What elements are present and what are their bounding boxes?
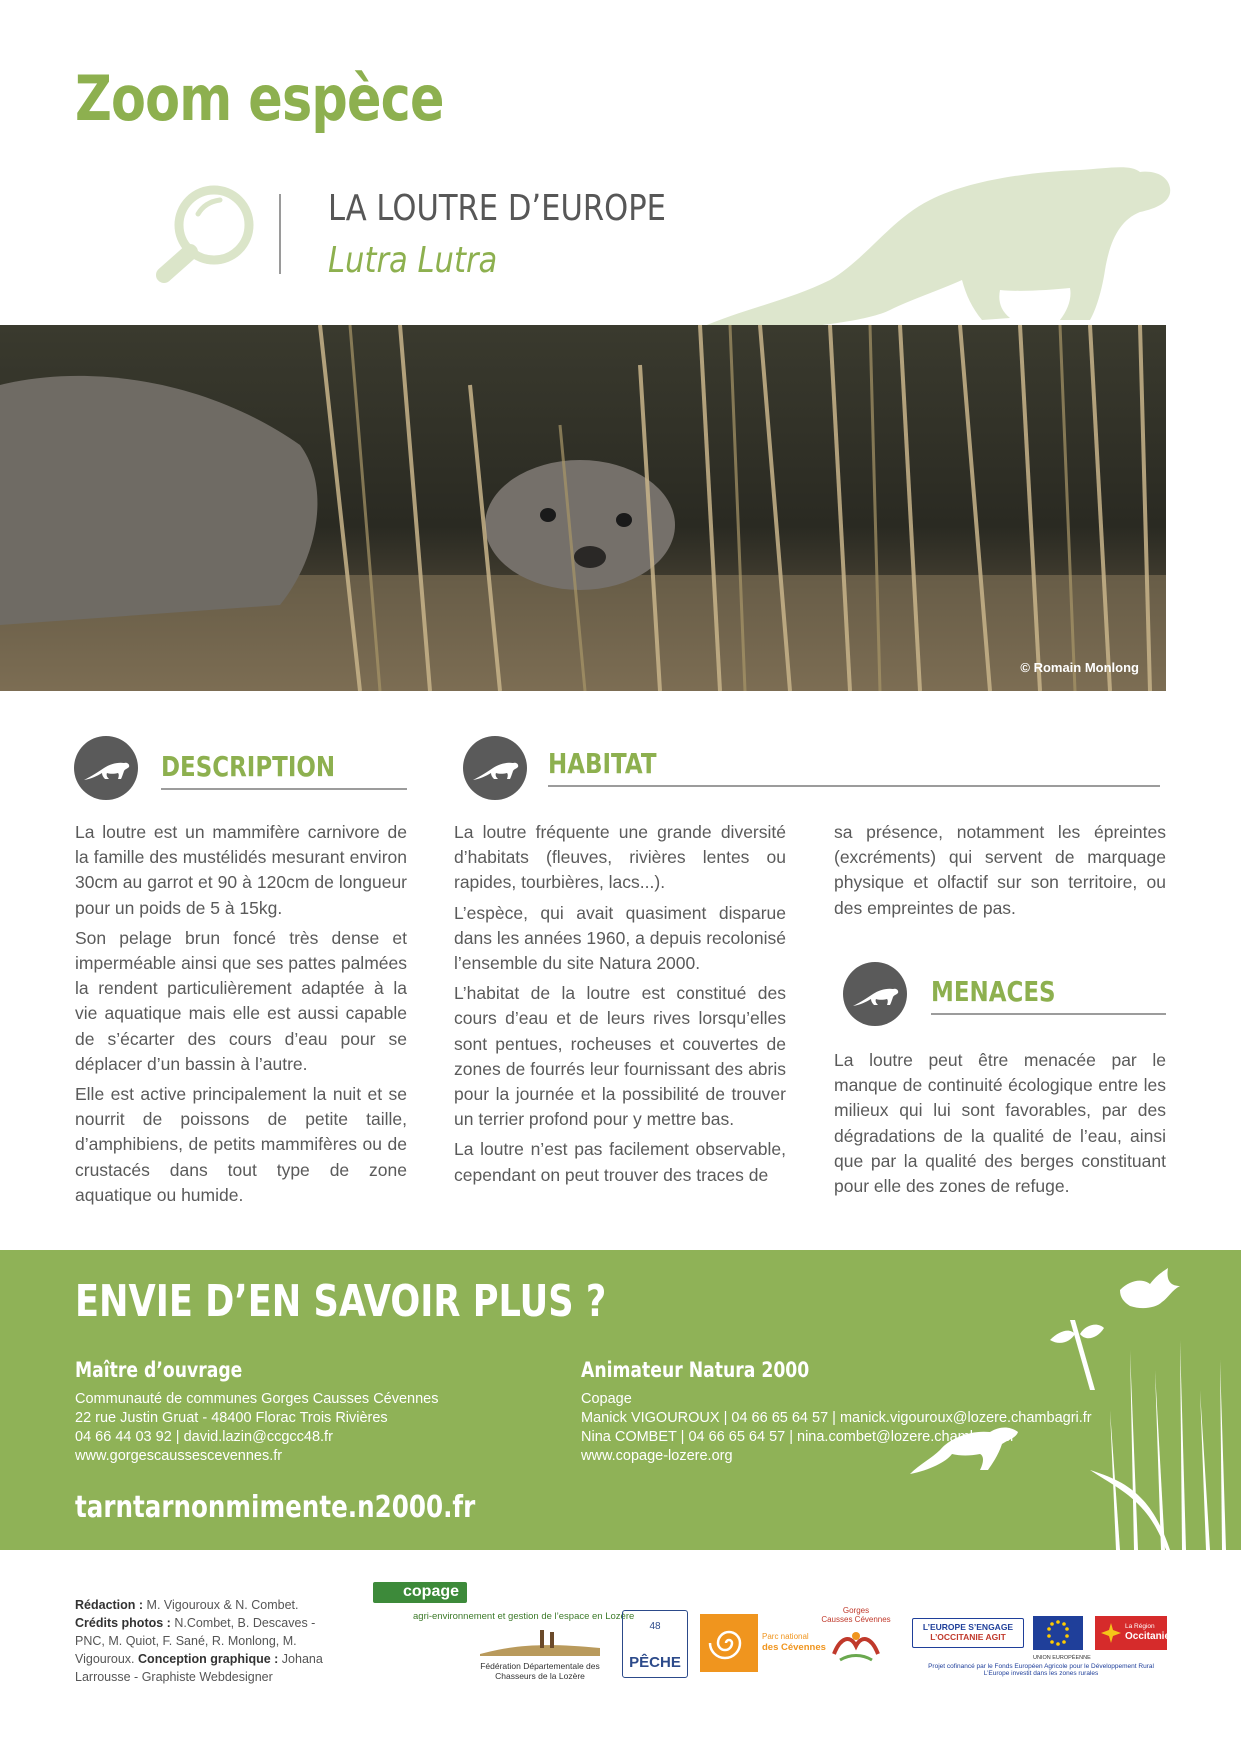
section-title-habitat: HABITAT — [548, 747, 657, 780]
description-paragraph: Elle est active principalement la nuit et se nourrit de poissons de petite taille, d’amphibiens, de petits mammifères ou de crustacés dans tout type de zone aquatique ou humide. — [75, 1084, 407, 1205]
copage-logo — [373, 1582, 635, 1622]
spiral-icon — [708, 1622, 750, 1664]
credits-label: Crédits photos : — [75, 1616, 171, 1630]
credits-block — [75, 1596, 345, 1686]
magnifier-icon — [150, 180, 265, 285]
credits-label: Conception graphique : — [138, 1652, 279, 1666]
habitat-paragraph: L’habitat de la loutre est constitué des cours d’eau et de leurs rives lorsqu’elles sont pentues, rocheuses et couvertes de zones de fourrés leur fournissant des abris pour la journée et la possibilité de trouver un terrier profond pour y mettre bas. — [454, 983, 786, 1130]
habitat-paragraph: L’espèce, qui avait quasiment disparue dans les années 1960, a depuis recolonisé l’ensemble du site Natura 2000. — [454, 902, 786, 974]
page-title: Zoom espèce — [75, 62, 444, 135]
photo-credit: © Romain Monlong — [1020, 660, 1139, 675]
description-paragraph: Son pelage brun foncé très dense et imperméable ainsi que ses pattes palmées la rendent particulièrement adaptée à la vie aquatique mais elle est aussi capable de s’écarter des cours d’eau pour se déplacer d’un bassin à l’autre. — [75, 927, 407, 1074]
section-title-menaces: MENACES — [931, 975, 1056, 1008]
region-logo-line1: La Région — [1125, 1623, 1155, 1630]
animateur-heading: Animateur Natura 2000 — [581, 1358, 810, 1382]
credits-text: M. Vigouroux & N. Combet. — [146, 1598, 299, 1612]
contact-line: Communauté de communes Gorges Causses Cévennes — [75, 1391, 439, 1407]
eu-flag-logo — [1033, 1616, 1091, 1661]
section-title-description: DESCRIPTION — [161, 750, 336, 783]
site-url-link[interactable]: tarntarnonmimente.n2000.fr — [75, 1490, 476, 1525]
otter-silhouette-icon — [700, 160, 1180, 330]
menaces-paragraph: La loutre peut être menacée par le manque de continuité écologique entre les milieux qui lui sont favorables, par des dégradations de la qualité de l’eau, ainsi que par la qualité des berges constituant pour elle des zones de refuge. — [834, 1050, 1166, 1197]
website-link[interactable]: www.copage-lozere.org — [581, 1448, 733, 1464]
otter-icon — [843, 962, 907, 1026]
europe-occitanie-logo — [912, 1618, 1024, 1648]
website-link[interactable]: www.gorgescaussescevennes.fr — [75, 1448, 283, 1464]
species-common-name: LA LOUTRE D’EUROPE — [328, 188, 667, 229]
gcc-logo-line2: Causses Cévennes — [821, 1615, 891, 1624]
parc-logo-line1: Parc national — [762, 1632, 809, 1641]
section-rule-menaces — [931, 1013, 1166, 1015]
chasseurs-logo — [465, 1628, 615, 1681]
europe-logo-line1: L’EUROPE S’ENGAGE — [922, 1622, 1014, 1632]
eu-logo-label: UNION EUROPÉENNE — [1033, 1655, 1091, 1661]
habitat-text — [454, 820, 786, 1193]
description-paragraph: La loutre est un mammifère carnivore de la famille des mustélidés mesurant environ 30cm au garrot et 90 à 120cm de longueur pour un poids de 5 à 15kg. — [75, 822, 407, 918]
description-text — [75, 820, 407, 1213]
region-logo-line2: Occitanie — [1125, 1631, 1171, 1642]
feader-line1: Projet cofinancé par le Fonds Européen Agricole pour le Développement Rural — [928, 1663, 1154, 1670]
region-occitanie-logo — [1095, 1616, 1171, 1650]
gcc-logo-line1: Gorges — [842, 1606, 870, 1615]
contact-line: Copage — [581, 1391, 632, 1407]
animateur-contact — [581, 1390, 1092, 1466]
peche-logo-label: PÊCHE — [629, 1654, 681, 1671]
otter-icon — [463, 736, 527, 800]
section-rule-description — [161, 788, 407, 790]
occitan-cross-icon — [1099, 1621, 1123, 1645]
chasseurs-logo-text: Fédération Départementale des Chasseurs de la Lozère — [480, 1661, 600, 1681]
habitat-paragraph: La loutre n’est pas facilement observable, cependant on peut trouver des traces de — [454, 1139, 786, 1185]
parc-logo-line2: des Cévennes — [762, 1642, 826, 1653]
copage-logo-tagline: agri-environnement et gestion de l’espace en Lozère — [413, 1611, 635, 1622]
feader-line2: L’Europe investit dans les zones rurales — [983, 1670, 1099, 1677]
header-divider — [279, 194, 281, 274]
copage-logo-name: copage — [373, 1582, 467, 1603]
parc-cevennes-logo — [700, 1614, 826, 1674]
contact-line[interactable]: 04 66 44 03 92 | david.lazin@ccgcc48.fr — [75, 1429, 333, 1445]
peche-logo-number: 48 — [649, 1621, 661, 1632]
feader-notice — [912, 1663, 1170, 1677]
habitat-continuation-text — [834, 820, 1166, 926]
contact-line[interactable]: Nina COMBET | 04 66 65 64 57 | nina.combet@lozere.chambagri.fr — [581, 1429, 1015, 1445]
habitat-paragraph: sa présence, notamment les épreintes (excréments) qui servent de marquage physique et olfactif sur son territoire, ou des empreintes de pas. — [834, 822, 1166, 918]
credits-text: Johana Larrousse - Graphiste Webdesigner — [75, 1652, 323, 1684]
section-rule-habitat — [548, 785, 1160, 787]
europe-logo-line2: L’OCCITANIE AGIT — [930, 1632, 1006, 1642]
hero-photo — [0, 325, 1166, 691]
otter-icon — [74, 736, 138, 800]
maitre-ouvrage-contact — [75, 1390, 438, 1466]
maitre-ouvrage-heading: Maître d’ouvrage — [75, 1358, 243, 1382]
peche-logo — [622, 1610, 688, 1678]
menaces-text — [834, 1048, 1166, 1204]
eu-flag-icon — [1033, 1616, 1083, 1650]
gcc-emblem-icon — [826, 1624, 886, 1668]
credits-text: N.Combet, B. Descaves - PNC, M. Quiot, F. Sané, R. Monlong, M. Vigouroux. — [75, 1616, 316, 1666]
habitat-paragraph: La loutre fréquente une grande diversité d’habitats (fleuves, rivières lentes ou rapides, tourbières, lacs...). — [454, 822, 786, 893]
species-latin-name: Lutra Lutra — [328, 240, 498, 281]
contact-line[interactable]: Manick VIGOUROUX | 04 66 65 64 57 | manick.vigouroux@lozere.chambagri.fr — [581, 1410, 1092, 1426]
gcc-logo — [818, 1606, 894, 1673]
credits-label: Rédaction : — [75, 1598, 144, 1612]
contact-line: 22 rue Justin Gruat - 48400 Florac Trois Rivières — [75, 1410, 388, 1426]
footer-title: ENVIE D’EN SAVOIR PLUS ? — [75, 1276, 607, 1327]
hunters-icon — [480, 1628, 600, 1656]
